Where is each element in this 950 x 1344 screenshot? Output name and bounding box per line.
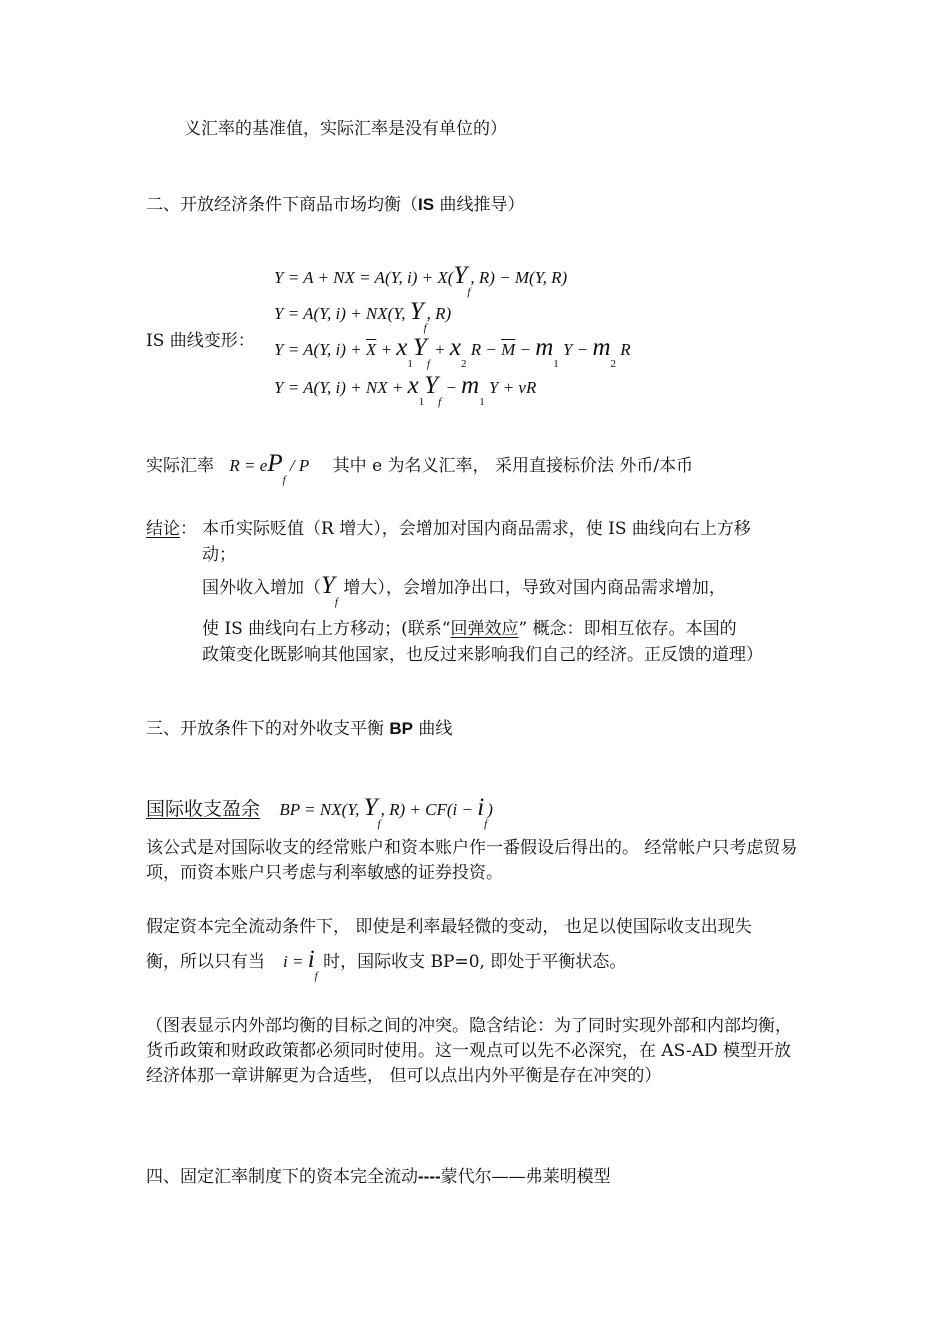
section-3-heading: 三、开放条件下的对外收支平衡 BP 曲线	[146, 719, 453, 739]
chart-note: （图表显示内外部均衡的目标之间的冲突。隐含结论：为了同时实现外部和内部均衡，货币政策和财政政策都必须同时使用。这一观点可以先不必深究，在 AS-AD 模型开放经济体那一章讲解更为合适些， 但可以点出内外平衡是存在冲突的）	[146, 1016, 792, 1086]
conclusion-line-3: 使 IS 曲线向右上方移动；(联系“回弹效应” 概念：即相互依存。本国的	[202, 619, 737, 639]
bp-formula-line: 国际收支盈余 BP = NX(Y, $Y_f$, $R) + CF(i - i_f)$	[146, 794, 493, 830]
assumption-line-1: 假定资本完全流动条件下， 即使是利率最轻微的变动， 也足以使国际收支出现失	[146, 917, 752, 937]
section-4-heading: 四、固定汇率制度下的资本完全流动----蒙代尔——弗莱明模型	[146, 1167, 611, 1187]
section-2-heading: 二、开放经济条件下商品市场均衡（IS 曲线推导）	[146, 195, 525, 215]
is-equation-1: Y = A + NX = A(Y, $i) + X(Y_f$, R) − M(Y, R)	[274, 262, 568, 298]
conclusion-line-1: 本币实际贬值（R 增大），会增加对国内商品需求，使 IS 曲线向右上方移	[202, 519, 751, 539]
real-rate-line: 实际汇率 $R = eP_f / P$ 其中 e 为名义汇率， 采用直接标价法 外币/本币	[146, 450, 694, 486]
rebound-effect-link: 回弹效应	[450, 619, 519, 639]
conclusion-line-2: 国外收入增加（$Y_f$ 增大），会增加净出口，导致对国内商品需求增加，	[202, 572, 726, 608]
assumption-line-2: 衡，所以只有当 $i = i_f$ 时，国际收支 BP=0, 即处于平衡状态。	[146, 946, 627, 982]
conclusion-line-4: 政策变化既影响其他国家，也反过来影响我们自己的经济。正反馈的道理）	[202, 645, 763, 665]
is-equation-3: Y = A(Y, $i) + \overline{X} + x_1Y_f + x_2$ $R - \overline{M} - m_1$ $Y - m_2$ R	[274, 334, 631, 370]
conclusion-label: 结论：	[146, 519, 197, 539]
is-curve-label: IS 曲线变形：	[146, 331, 255, 351]
is-equation-4: Y = A(Y, i) + NX + $x_1Y_f - m_1$ Y + vR	[274, 372, 537, 408]
conclusion-line-1b: 动；	[202, 545, 236, 565]
intro-line: 义汇率的基准值，实际汇率是没有单位的）	[184, 119, 507, 139]
is-equation-2: Y = A(Y, i) + NX(Y, $Y_f$, R)	[274, 298, 452, 334]
bp-description: 该公式是对国际收支的经常账户和资本账户作一番假设后得出的。 经常帐户只考虑贸易项，而资本账户只考虑与利率敏感的证券投资。	[146, 838, 798, 883]
